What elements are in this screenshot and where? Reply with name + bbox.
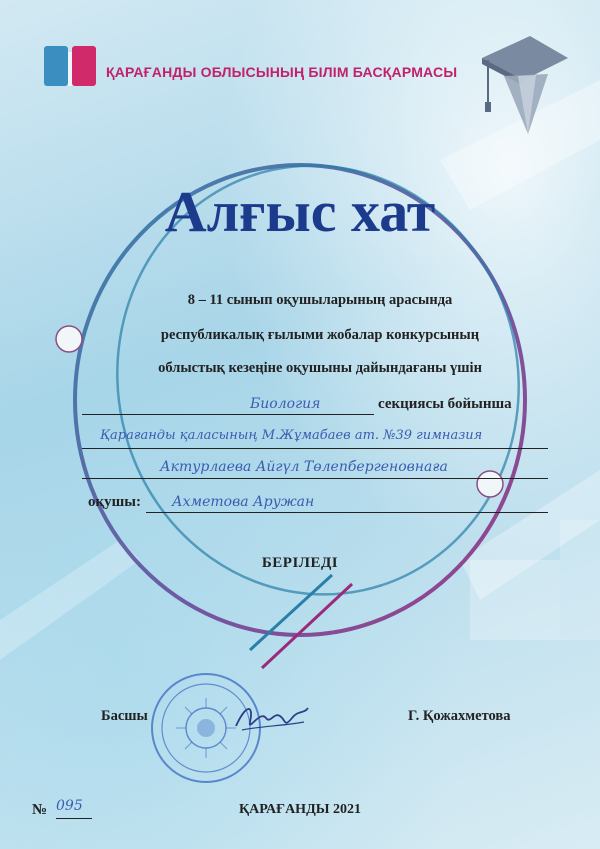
school-underline — [82, 448, 548, 449]
head-label: Басшы — [101, 708, 148, 724]
teacher-value: Актурлаева Айгүл Төлепбергеновнаға — [160, 459, 448, 475]
number-underline — [56, 818, 92, 819]
section-underline — [82, 414, 374, 415]
school-value: Қарағанды қаласының М.Жұмабаев ат. №39 гимназия — [100, 428, 483, 443]
number-label: № — [32, 802, 48, 818]
graduation-cap-icon — [478, 28, 570, 138]
signature-icon — [232, 696, 312, 740]
awarded-text: БЕРІЛЕДІ — [261, 555, 339, 571]
head-name: Г. Қожахметова — [408, 708, 511, 724]
body-line-3: облыстық кезеңіне оқушыны дайындағаны үшін — [158, 360, 482, 376]
organization-title: ҚАРАҒАНДЫ ОБЛЫСЫНЫҢ БІЛІМ БАСҚАРМАСЫ — [106, 64, 458, 80]
pupil-label: оқушы: — [88, 494, 142, 510]
body-line-2: республикалық ғылыми жобалар конкурсының — [160, 327, 480, 343]
number-value: 095 — [56, 798, 83, 814]
section-suffix: секциясы бойынша — [378, 396, 512, 412]
book-logo-icon — [42, 42, 100, 90]
city-year: ҚАРАҒАНДЫ 2021 — [239, 802, 361, 817]
body-line-1: 8 – 11 сынып оқушыларының арасында — [187, 292, 453, 308]
pupil-value: Ахметова Аружан — [172, 494, 315, 510]
teacher-underline — [82, 478, 548, 479]
page-title: Алғыс хат — [164, 179, 436, 244]
section-value: Биология — [250, 396, 321, 412]
pupil-underline — [146, 512, 548, 513]
